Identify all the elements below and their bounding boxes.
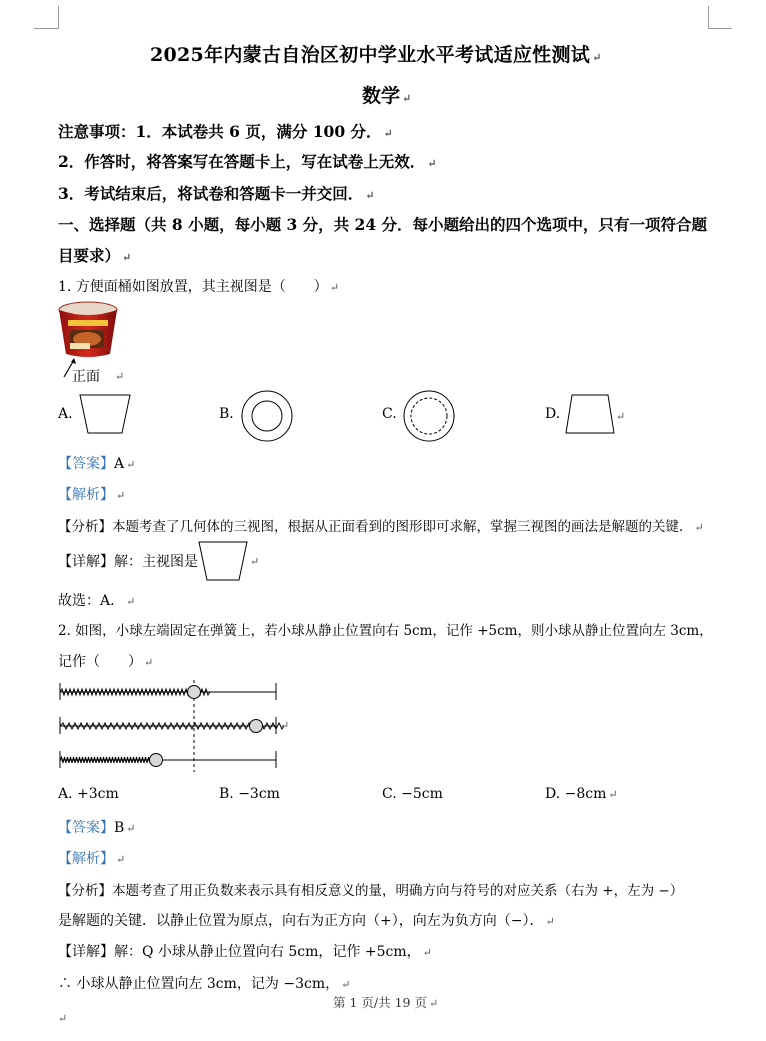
answer-value: B [114, 820, 125, 836]
note-line-2-text: 2．作答时，将答案写在答题卡上，写在试卷上无效． [58, 152, 426, 171]
q2-analysis-tag [58, 848, 125, 868]
analysis-tag: 【解析】 [58, 851, 114, 867]
paragraph-mark: ↵ [402, 92, 412, 105]
section-heading-line-2 [58, 244, 131, 266]
note-line-1-text: 注意事项：1．本试卷共 6 页，满分 100 分． [58, 122, 382, 141]
q1-detail [58, 551, 198, 571]
paragraph-mark: ↵ [427, 157, 437, 170]
q1-fenxi [58, 515, 704, 535]
paragraph-mark: ↵ [616, 410, 626, 423]
front-label [72, 366, 100, 386]
q2-option-c: C. −5cm [382, 786, 443, 802]
spring-diagram [56, 680, 288, 772]
paragraph-mark: ↵ [608, 788, 618, 801]
concentric-circles-icon [240, 389, 294, 443]
q1-option-a-label: A. [58, 406, 73, 422]
q2-option-d-text: D. −8cm [545, 786, 607, 802]
q2-fenxi-line-2 [58, 910, 555, 930]
section-heading-text-2: 目要求） [58, 246, 121, 265]
q1-analysis-tag [58, 484, 125, 504]
q2-option-b: B. −3cm [219, 786, 280, 802]
paragraph-mark: ↵ [126, 822, 136, 835]
paragraph-mark: ↵ [58, 1012, 68, 1025]
paragraph-mark: ↵ [329, 281, 340, 294]
q2-answer [58, 817, 136, 837]
exam-subject-text: 数学 [362, 85, 401, 107]
paragraph-mark: ↵ [115, 370, 125, 383]
q2-stem-line-1 [58, 619, 713, 639]
paragraph-mark: ↵ [694, 521, 704, 534]
q1-conclusion-text: 故选：A． [58, 593, 125, 609]
paragraph-mark: ↵ [592, 51, 602, 64]
paragraph-mark: ↵ [122, 251, 132, 264]
q2-fenxi-text-1: 【分析】本题考查了用正负数来表示具有相反意义的量，明确方向与符号的对应关系（右为 +，左为 −） [58, 883, 684, 899]
q2-option-d [545, 786, 618, 802]
paragraph-mark: ↵ [422, 946, 432, 959]
page-footer [333, 993, 438, 1011]
crop-mark-top-left-h [34, 28, 58, 29]
q2-stem-line-2 [58, 651, 153, 671]
q2-detail-text-1: 【详解】解：Q 小球从静止位置向右 5cm，记作 +5cm， [58, 944, 421, 960]
paragraph-mark: ↵ [280, 719, 290, 732]
q2-option-a: A. +3cm [58, 786, 119, 802]
paragraph-mark: ↵ [365, 189, 375, 202]
paragraph-mark: ↵ [383, 127, 393, 140]
crop-mark-top-right-h [708, 28, 732, 29]
answer-tag: 【答案】 [58, 820, 114, 836]
noodle-cup-photo [58, 300, 120, 360]
trapezoid-wide-bottom-icon [564, 392, 616, 436]
exam-title [150, 40, 602, 67]
paragraph-mark: ↵ [428, 997, 439, 1010]
paragraph-mark: ↵ [126, 458, 136, 471]
q2-detail-line-1 [58, 941, 432, 961]
crop-mark-top-right-v [708, 6, 709, 29]
paragraph-mark: ↵ [116, 853, 126, 866]
q1-fenxi-text: 【分析】本题考查了几何体的三视图，根据从正面看到的图形即可求解，掌握三视图的画法是解题的关键． [58, 519, 693, 535]
paragraph-mark: ↵ [144, 656, 154, 669]
trapezoid-answer-icon [197, 539, 249, 583]
q1-option-b-label: B. [219, 406, 234, 422]
q2-detail-text-2: ∴ 小球从静止位置向左 3cm，记为 −3cm， [58, 976, 340, 992]
note-line-3-text: 3．考试结束后，将试卷和答题卡一并交回． [58, 184, 364, 203]
section-heading-text-1: 一、选择题（共 8 小题，每小题 3 分，共 24 分．每小题给出的四个选项中，只有一项符合题 [58, 215, 708, 234]
exam-title-text: 2025年内蒙古自治区初中学业水平考试适应性测试 [150, 44, 591, 66]
q1-option-d-label: D. [545, 406, 561, 422]
q2-stem-text-1: 2. 如图，小球左端固定在弹簧上，若小球从静止位置向右 5cm，记作 +5cm，则小球从静止位置向左 3cm， [58, 623, 713, 639]
front-label-text: 正面 [72, 369, 100, 385]
section-heading-line-1 [58, 213, 707, 235]
paragraph-mark: ↵ [126, 595, 136, 608]
page-number-text: 第 1 页/共 19 页 [333, 995, 427, 1010]
q1-detail-text: 【详解】解：主视图是 [58, 554, 198, 570]
q1-stem [58, 276, 339, 296]
note-line-1 [58, 120, 393, 142]
q1-conclusion [58, 590, 135, 610]
answer-value: A [114, 456, 125, 472]
q2-detail-line-2 [58, 973, 350, 993]
circle-dashed-inner-icon [402, 389, 456, 443]
crop-mark-top-left-v [58, 6, 59, 29]
note-line-2 [58, 150, 437, 172]
answer-tag: 【答案】 [58, 456, 114, 472]
q1-option-c-label: C. [382, 406, 397, 422]
note-line-3 [58, 182, 375, 204]
trapezoid-wide-top-icon [78, 392, 132, 436]
exam-subject [362, 81, 411, 108]
analysis-tag: 【解析】 [58, 487, 114, 503]
paragraph-mark: ↵ [116, 489, 126, 502]
q1-stem-text: 1. 方便面桶如图放置，其主视图是（ ） [58, 279, 328, 295]
paragraph-mark: ↵ [341, 978, 351, 991]
q2-fenxi-text-2: 是解题的关键．以静止位置为原点，向右为正方向（+），向左为负方向（−）． [58, 913, 544, 929]
q2-fenxi-line-1 [58, 879, 683, 899]
paragraph-mark: ↵ [545, 915, 555, 928]
q1-answer [58, 453, 135, 473]
q2-stem-text-2: 记作（ ） [58, 654, 142, 670]
paragraph-mark: ↵ [250, 555, 260, 568]
